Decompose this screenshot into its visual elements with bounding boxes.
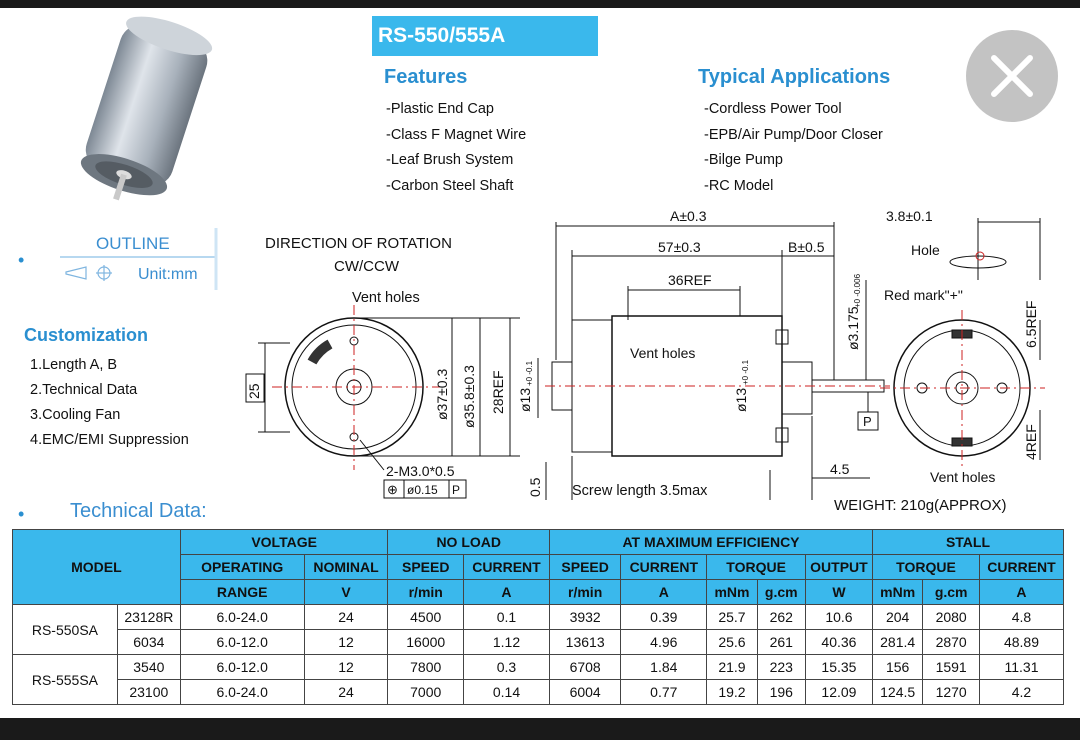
unit-mnm: mNm: [707, 580, 757, 605]
dim-6-5ref: 6.5REF: [1023, 300, 1039, 348]
feature-item: -Plastic End Cap: [386, 101, 494, 117]
unit-rmin: r/min: [388, 580, 464, 605]
table-cell: 25.6: [707, 630, 757, 655]
product-title: RS-550/555A: [372, 16, 598, 56]
outline-label: OUTLINE: [96, 234, 170, 253]
table-cell: 196: [757, 680, 805, 705]
header-torque: TORQUE: [873, 555, 980, 580]
table-cell: 21.9: [707, 655, 757, 680]
screw-length: Screw length 3.5max: [572, 483, 708, 499]
dim-0-5: 0.5: [527, 477, 543, 497]
table-cell: 0.14: [463, 680, 549, 705]
table-cell: 24: [304, 605, 388, 630]
header-current: CURRENT: [979, 555, 1063, 580]
dim-37: ø37±0.3: [434, 368, 450, 420]
table-cell: 4500: [388, 605, 464, 630]
header-stall: STALL: [873, 530, 1064, 555]
table-cell: 4.2: [979, 680, 1063, 705]
dim-m3: 2-M3.0*0.5: [386, 463, 455, 479]
model-name-cell: RS-550SA: [13, 605, 118, 655]
feature-item: -Carbon Steel Shaft: [386, 177, 514, 194]
table-cell: 204: [873, 605, 923, 630]
header-speed: SPEED: [549, 555, 620, 580]
rotation-value: CW/CCW: [334, 258, 399, 275]
table-cell: 281.4: [873, 630, 923, 655]
unit-a: A: [979, 580, 1063, 605]
application-item: -EPB/Air Pump/Door Closer: [704, 126, 883, 143]
feature-item: -Leaf Brush System: [386, 152, 514, 168]
table-cell: 223: [757, 655, 805, 680]
dim-13-front: ø13: [517, 387, 533, 412]
table-cell: 6004: [549, 680, 620, 705]
table-cell: 6.0-12.0: [180, 630, 304, 655]
dim-35-8: ø35.8±0.3: [461, 365, 477, 428]
table-row: [13, 655, 1064, 680]
table-cell: 1.84: [621, 655, 707, 680]
table-cell: 3932: [549, 605, 620, 630]
header-no-load: NO LOAD: [388, 530, 550, 555]
table-cell: 6034: [117, 630, 180, 655]
unit-a: A: [621, 580, 707, 605]
unit-gcm: g.cm: [757, 580, 805, 605]
dim-13-side: ø13: [733, 387, 749, 412]
table-cell: 12: [304, 630, 388, 655]
dim-4-5: 4.5: [830, 461, 850, 477]
feature-item: -Class F Magnet Wire: [386, 126, 527, 143]
model-name-cell: RS-555SA: [13, 655, 118, 705]
features-heading: Features: [384, 66, 468, 88]
position-symbol: ⊕: [387, 482, 398, 497]
dim-28ref: 28REF: [490, 370, 506, 414]
table-cell: 6.0-12.0: [180, 655, 304, 680]
table-cell: 40.36: [805, 630, 872, 655]
table-cell: 7000: [388, 680, 464, 705]
applications-heading: Typical Applications: [698, 66, 891, 88]
table-cell: 12: [304, 655, 388, 680]
table-cell: 48.89: [979, 630, 1063, 655]
table-cell: 1591: [923, 655, 980, 680]
application-item: -Cordless Power Tool: [704, 101, 842, 117]
table-cell: 0.3: [463, 655, 549, 680]
bullet: •: [18, 250, 25, 270]
header-operating: OPERATING: [180, 555, 304, 580]
table-cell: 10.6: [805, 605, 872, 630]
table-cell: 156: [873, 655, 923, 680]
unit-a: A: [463, 580, 549, 605]
position-datum: P: [452, 483, 461, 497]
table-cell: 124.5: [873, 680, 923, 705]
unit-w: W: [805, 580, 872, 605]
header-current: CURRENT: [463, 555, 549, 580]
table-cell: 0.1: [463, 605, 549, 630]
table-cell: 15.35: [805, 655, 872, 680]
header-nominal: NOMINAL: [304, 555, 388, 580]
customization-heading: Customization: [24, 325, 148, 345]
vent-holes-label: Vent holes: [352, 290, 420, 306]
unit-gcm: g.cm: [923, 580, 980, 605]
table-cell: 4.8: [979, 605, 1063, 630]
table-cell: 4.96: [621, 630, 707, 655]
header-model: MODEL: [13, 530, 181, 605]
table-cell: 12.09: [805, 680, 872, 705]
application-item: -Bilge Pump: [704, 152, 783, 168]
red-mark-label: Red mark"+": [884, 287, 963, 303]
technical-data-table: [12, 529, 1064, 705]
header-current: CURRENT: [621, 555, 707, 580]
table-cell: 6.0-24.0: [180, 605, 304, 630]
unit-label: Unit:mm: [138, 266, 198, 283]
table-cell: 23100: [117, 680, 180, 705]
vent-holes-side-label: Vent holes: [630, 345, 696, 361]
dim-57: 57±0.3: [658, 239, 701, 255]
table-cell: 7800: [388, 655, 464, 680]
table-cell: 0.77: [621, 680, 707, 705]
dim-shaft-tol: +0 -0.006: [853, 273, 862, 308]
table-cell: 13613: [549, 630, 620, 655]
table-cell: 11.31: [979, 655, 1063, 680]
dim-36ref: 36REF: [668, 272, 712, 288]
table-body: [13, 605, 1064, 705]
table-cell: 19.2: [707, 680, 757, 705]
unit-rmin: r/min: [549, 580, 620, 605]
unit-mnm: mNm: [873, 580, 923, 605]
bullet: •: [18, 504, 25, 524]
dim-shaft: ø3.175: [845, 306, 861, 350]
table-cell: 1.12: [463, 630, 549, 655]
bottom-bar: [0, 718, 1080, 740]
header-voltage: VOLTAGE: [180, 530, 388, 555]
table-cell: 2080: [923, 605, 980, 630]
dim-a: A±0.3: [670, 208, 707, 224]
customization-item: 3.Cooling Fan: [30, 407, 121, 423]
customization-item: 2.Technical Data: [30, 382, 138, 398]
table-cell: 16000: [388, 630, 464, 655]
customization-item: 4.EMC/EMI Suppression: [30, 432, 189, 448]
dim-25: 25: [246, 383, 262, 399]
customization-item: 1.Length A, B: [30, 357, 118, 373]
dim-b: B±0.5: [788, 239, 825, 255]
table-cell: 24: [304, 680, 388, 705]
unit-v: V: [304, 580, 388, 605]
position-tolerance: ø0.15: [407, 483, 438, 497]
dim-4ref: 4REF: [1023, 424, 1039, 460]
header-speed: SPEED: [388, 555, 464, 580]
rotation-title: DIRECTION OF ROTATION: [265, 235, 452, 252]
table-cell: 3540: [117, 655, 180, 680]
dim-13-side-tol: +0 -0.1: [741, 359, 750, 385]
header-output: OUTPUT: [805, 555, 872, 580]
table-cell: 2870: [923, 630, 980, 655]
header-max-efficiency: AT MAXIMUM EFFICIENCY: [549, 530, 872, 555]
table-cell: 23128R: [117, 605, 180, 630]
table-cell: 261: [757, 630, 805, 655]
technical-data-heading: Technical Data:: [70, 500, 207, 522]
table-row: [13, 680, 1064, 705]
dim-13-front-tol: +0 -0.1: [525, 360, 534, 386]
table-cell: 0.39: [621, 605, 707, 630]
table-cell: 25.7: [707, 605, 757, 630]
table-cell: 262: [757, 605, 805, 630]
unit-range: RANGE: [180, 580, 304, 605]
hole-label: Hole: [911, 242, 940, 258]
application-item: -RC Model: [704, 177, 774, 194]
table-header-row: [13, 530, 1064, 555]
header-torque: TORQUE: [707, 555, 806, 580]
dim-3-8: 3.8±0.1: [886, 208, 933, 224]
weight-label: WEIGHT: 210g(APPROX): [834, 497, 1007, 514]
table-row: [13, 630, 1064, 655]
table-cell: 6.0-24.0: [180, 680, 304, 705]
table-cell: 6708: [549, 655, 620, 680]
datum-p: P: [863, 414, 872, 429]
table-cell: 1270: [923, 680, 980, 705]
vent-holes-end-label: Vent holes: [930, 469, 996, 485]
table-row: [13, 605, 1064, 630]
